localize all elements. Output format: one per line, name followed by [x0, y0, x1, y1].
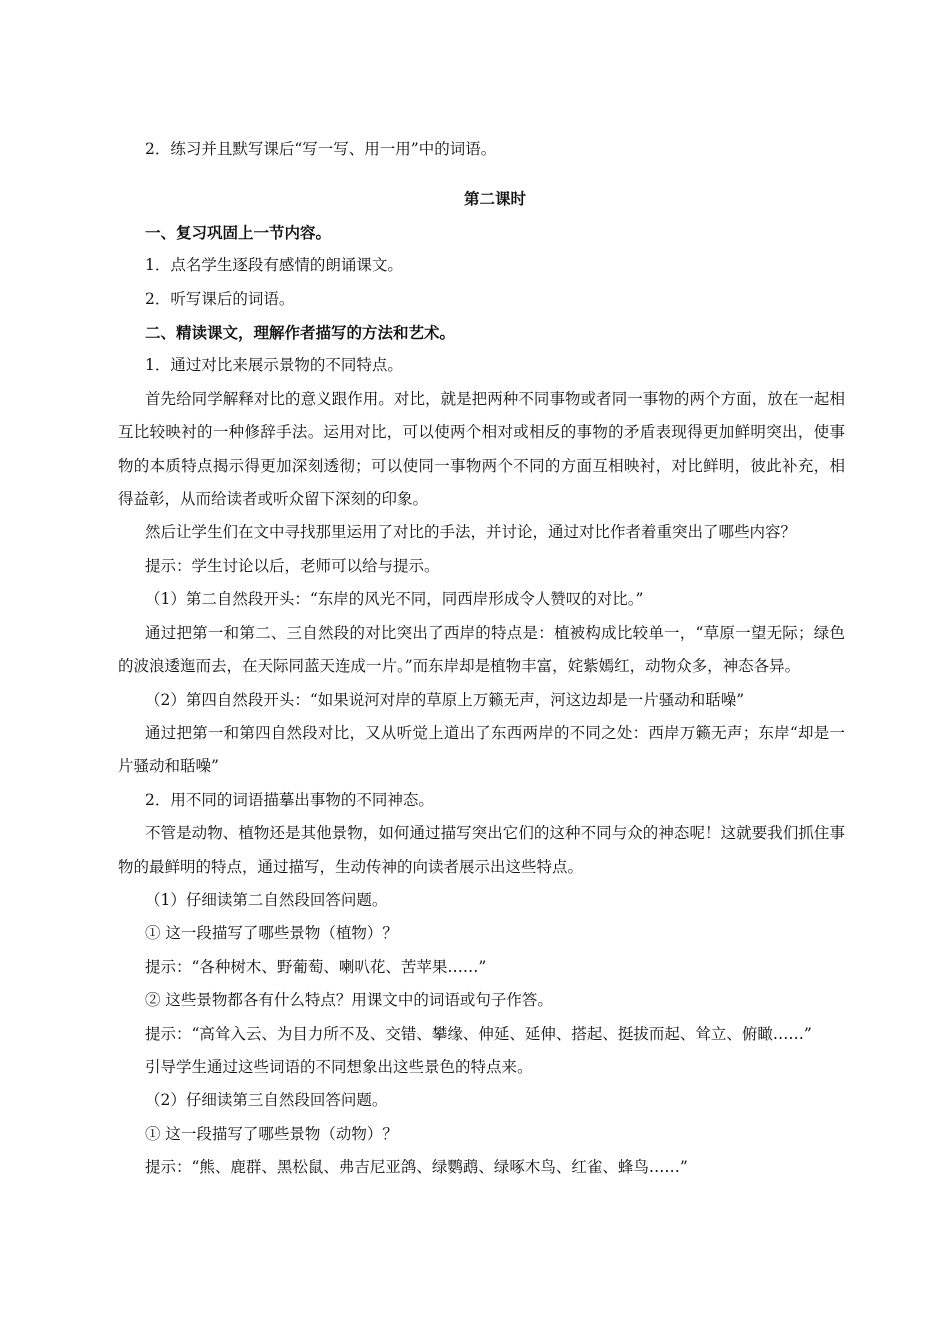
document-body — [118, 133, 845, 1185]
paragraph-vivid-description: 不管是动物、植物还是其他景物，如何通过描写突出它们的这种不同与众的神态呢！这就要我们抓住事物的最鲜明的特点，通过描写，生动传神的向读者展示出这些特点。 — [118, 824, 845, 876]
line-read-paragraph-three: （2）仔细读第三自然段回答问题。 — [145, 1091, 388, 1110]
line-paragraph-four-quote: （2）第四自然段开头：“如果说河对岸的草原上万籁无声，河这边却是一片骚动和聒噪” — [145, 690, 745, 709]
paragraph-contrast-explanation: 首先给同学解释对比的意义跟作用。对比，就是把两种不同事物或者同一事物的两个方面，放在一起相互比较映衬的一种修辞手法。运用对比，可以使两个相对或相反的事物的矛盾表现得更加鲜明突出，使事物的本质特点揭示得更加深刻透彻；可以使同一事物两个不同的方面互相映衬，对比鲜明，彼此补充，相得益彰，从而给读者或听众留下深刻的印象。 — [118, 389, 845, 509]
line-practice-dictation: 2．练习并且默写课后“写一写、用一用”中的词语。 — [145, 140, 497, 158]
line-question-features: ② 这些景物都各有什么特点？用课文中的词语或句子作答。 — [145, 991, 553, 1010]
line-paragraph-two-quote: （1）第二自然段开头：“东岸的风光不同，同西岸形成令人赞叹的对比。” — [145, 590, 644, 609]
line-read-paragraph-two: （1）仔细读第二自然段回答问题。 — [145, 890, 388, 909]
paragraph-hint-features: 提示：“高耸入云、为目力所不及、交错、攀缘、伸延、延伸、搭起、挺拔而起、耸立、俯瞰……” — [145, 1024, 812, 1043]
heading-review: 一、复习巩固上一节内容。 — [145, 222, 332, 242]
line-hint-discussion: 提示：学生讨论以后，老师可以给与提示。 — [145, 556, 440, 575]
section-title: 第二课时 — [463, 189, 526, 209]
paragraph-hearing-contrast: 通过把第一和第四自然段对比，又从听觉上道出了东西两岸的不同之处：西岸万籁无声；东岸“却是一片骚动和聒噪” — [118, 723, 845, 776]
line-contrast-intro: 1．通过对比来展示景物的不同特点。 — [145, 356, 403, 375]
line-hint-animals: 提示：“熊、鹿群、黑松鼠、弗吉尼亚鸽、绿鹦鹉、绿啄木鸟、红雀、蜂鸟……” — [145, 1158, 688, 1177]
line-different-words: 2．用不同的词语描摹出事物的不同神态。 — [145, 790, 434, 809]
paragraph-find-contrast: 然后让学生们在文中寻找那里运用了对比的手法，并讨论，通过对比作者着重突出了哪些内容？ — [145, 523, 797, 542]
line-read-aloud: 1．点名学生逐段有感情的朗诵课文。 — [145, 256, 403, 275]
heading-close-reading: 二、精读课文，理解作者描写的方法和艺术。 — [145, 323, 456, 343]
line-question-plants: ① 这一段描写了哪些景物（植物）？ — [145, 924, 398, 943]
line-question-animals: ① 这一段描写了哪些景物（动物）？ — [145, 1124, 398, 1143]
line-imagine-scenery: 引导学生通过这些词语的不同想象出这些景色的特点来。 — [145, 1057, 533, 1076]
paragraph-west-east-contrast: 通过把第一和第二、三自然段的对比突出了西岸的特点是：植被构成比较单一，“草原一望无际；绿色的波浪逶迤而去，在天际同蓝天连成一片。”而东岸却是植物丰富，姹紫嫣红，动物众多，神态各异。 — [118, 623, 845, 676]
line-hint-plants: 提示：“各种树木、野葡萄、喇叭花、苦苹果……” — [145, 957, 487, 976]
line-dictation: 2．听写课后的词语。 — [145, 289, 295, 308]
